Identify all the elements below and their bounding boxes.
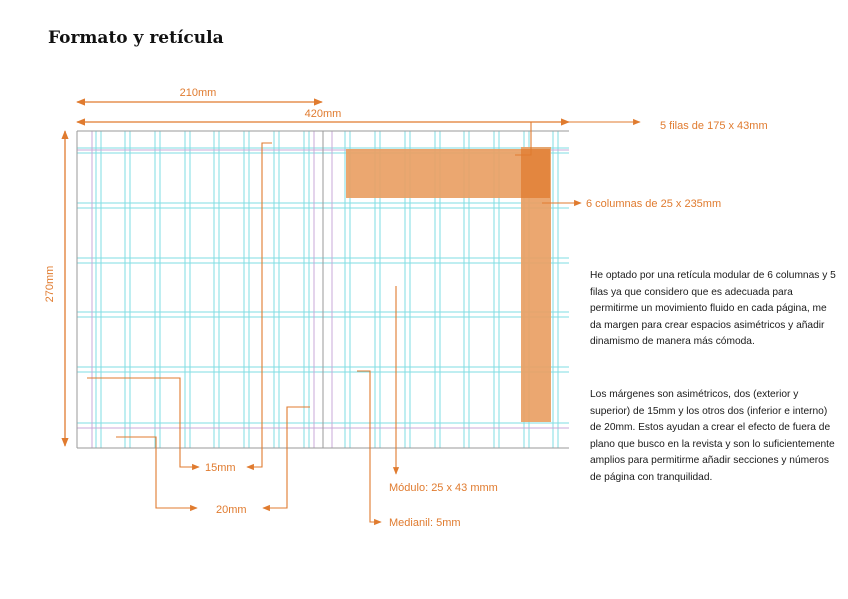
width-full-label: 420mm — [304, 108, 342, 120]
page-title: Formato y retícula — [48, 28, 224, 48]
paragraph-margins-explanation: Los márgenes son asimétricos, dos (exterior y superior) de 15mm y los otros dos (inferior e interno) de 20mm. Estos ayudan a crear el efecto de fuera de plano que busco en la revista y son lo suficientemente amplios para permitirme añadir secciones y números de página con tranquilidad. — [590, 389, 835, 483]
gutter-label: Medianil: 5mm — [389, 517, 461, 529]
margin-20-callout-bottom — [263, 407, 310, 508]
margin-15-callout-top — [247, 143, 272, 467]
highlight-overlap — [521, 149, 550, 198]
gutter-callout-line — [357, 371, 381, 522]
margin-15-label: 15mm — [205, 462, 236, 474]
margin-20-label: 20mm — [216, 504, 247, 516]
row-highlight — [346, 149, 550, 198]
module-label: Módulo: 25 x 43 mmm — [389, 482, 498, 494]
rows-label: 5 filas de 175 x 43mm — [660, 120, 768, 132]
height-label: 270mm — [44, 265, 56, 303]
paragraph-grid-explanation: He optado por una retícula modular de 6 columnas y 5 filas ya que considero que es adecuada para permitirme un movimiento fluido en cada página, me da margen para crear espacios asimétricos y añadir dinamismo de manera más cómoda. — [590, 270, 836, 347]
width-half-label: 210mm — [179, 87, 217, 99]
columns-label: 6 columnas de 25 x 235mm — [586, 198, 722, 210]
